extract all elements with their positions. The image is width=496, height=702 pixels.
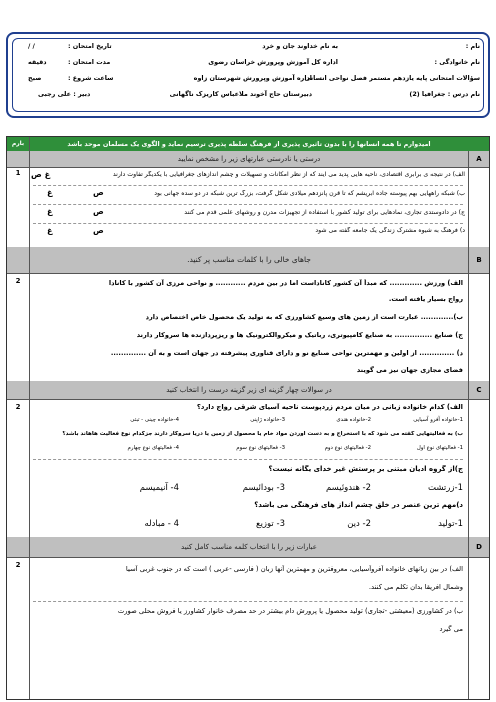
mcq-1-question: الف) کدام خانواده زبانی در میان مردم زردپوست ناحیه آسیای شرقی رواج دارد؟ — [196, 403, 463, 411]
section-a-header — [7, 151, 489, 168]
fill-blank-a-cont: رواج بسیار یافته است. — [388, 295, 463, 303]
section-b-number — [468, 273, 489, 381]
true-option[interactable]: ص — [31, 170, 42, 179]
divider — [33, 223, 463, 224]
fill-blank-d: د) .............. از اولین و مهمترین نواحی صنایع نو و دارای فناوری پیشرفته در جهان است و به آن .............. — [110, 349, 463, 357]
choice-fill-a: الف) در بین زبانهای خانواده آفروآسیایی، معروفترین و مهمترین آنها زبان ( فارسی -عربی ) است که در جنوب غربی آسیا — [125, 565, 463, 573]
tf-item-a: الف) در نتیجه ی برابری اقتصادی، ناحیه هایی پدید می آیند که از نظر امکانات و تسهیلات و چشم اندازهای جغرافیایی با یکدیگر تفاوت دارند — [112, 171, 465, 178]
section-c-body — [7, 399, 489, 538]
section-c-number — [468, 399, 489, 537]
mcq-3-option-4[interactable]: 4- آنیمیسم — [139, 483, 179, 493]
tf-item-b: ب) شبکه راههایی بهم پیوسته جاده ابریشم که تا قرن پانزدهم میلادی شکل گرفت، بزرگ ترین شبکه در دو سده جهانی بود — [154, 190, 465, 197]
choice-fill-a-cont: وشمال افریقا بدان تکلم می کنند. — [368, 583, 463, 591]
divider — [33, 459, 463, 460]
section-c-score-empty — [7, 381, 30, 399]
section-d-header — [7, 537, 489, 558]
fill-blank-a: الف) ورزش ............. که مبدأ آن کشور کاناداست اما در بین مردم ............ و نواحی مرزی آن کشور با کانادا — [108, 279, 463, 287]
section-d-letter: D — [468, 537, 489, 557]
tf-choice-true-d[interactable]: ص — [93, 226, 104, 235]
section-a-score: 1 — [7, 167, 30, 247]
section-b-items — [29, 273, 469, 381]
choice-fill-b: ب) در کشاورزی (معیشتی -تجاری) تولید محصول یا پرورش دام بیشتر در حد مصرف خانوار کشاورز یا فروش محلی صورت — [117, 607, 463, 615]
divider — [33, 204, 463, 205]
mcq-3-question: ج)از گروه ادیان مبتنی بر پرستش غیر خدای یگانه نیست؟ — [268, 465, 463, 473]
tf-choice-false-c[interactable]: غ — [47, 207, 53, 216]
section-b-letter: B — [468, 247, 489, 273]
divider — [33, 601, 463, 602]
choice-fill-b-cont: می گیرد — [439, 625, 463, 633]
teacher-name: دبیر : علی رجبی — [38, 90, 91, 98]
mcq-2-option-3[interactable]: 3- فعالیتهای نوع سوم — [236, 445, 285, 451]
exam-duration-label: مدت امتحان : — [68, 58, 111, 66]
section-c-letter: C — [468, 381, 489, 399]
motto-text: امیدوارم تا همه انسانها را با بدون تاثیری پذیری از فرهنگ سلطه پذیری ترسیم نماید و الگوی یک مسلمان موحد باشد — [67, 140, 431, 148]
mcq-1-option-4[interactable]: 4-خانواده چینی - تبتی — [130, 417, 179, 423]
tf-item-d: د) فرهنگ به شیوه مشترک زندگی یک جامعه گفته می شود — [315, 227, 465, 234]
tf-choice-true-b[interactable]: ص — [93, 188, 104, 197]
divider — [33, 185, 463, 186]
exam-date-value: / / — [28, 42, 35, 50]
mcq-2-question: ب) به فعالیتهایی گفته می شود که با استخراج و به دست آوردن مواد خام یا محصول از زمین یا دریا سروکار دارند جزکدام نوع فعالیت هاهاند باشد؟ — [62, 431, 463, 437]
section-a-score-empty — [7, 151, 30, 167]
exam-subject-line: سؤالات امتحانی پایه یازدهم مستمر فصل نواحی انسانی — [304, 74, 480, 82]
mcq-4-option-1[interactable]: 1-تولید — [438, 519, 463, 529]
tf-choices-a[interactable] — [31, 170, 50, 179]
section-b-score: 2 — [7, 273, 30, 381]
section-d-score-empty — [7, 537, 30, 557]
exam-date-label: تاریخ امتحان : — [68, 42, 112, 50]
section-d-number — [468, 557, 489, 699]
section-b-header — [7, 247, 489, 274]
header-org-city: اداره آموزش وپرورش شهرستان زاوه — [193, 74, 312, 82]
mcq-2-option-1[interactable]: 1- فعالیتهای نوع اول — [416, 445, 463, 451]
fill-blank-d-cont: فضای مجازی جهان نیز می گویند — [356, 366, 463, 374]
section-c-title: در سوالات چهار گزینه ای زیر گزینه درست را انتخاب کنید — [166, 386, 332, 394]
mcq-3-option-2[interactable]: 2- هندوئیسم — [326, 483, 371, 493]
tf-item-c: ج) در دادوستدی تجاری، نمادهایی برای تولید کشور با استفاده از تجهیزات مدرن و روشهای علمی قدم می کنند — [184, 209, 465, 216]
section-b-title: جاهای خالی را با کلمات مناسب پر کنید. — [187, 255, 311, 264]
section-a-number — [468, 167, 489, 247]
exam-page — [6, 32, 490, 698]
student-name-label: نام : — [465, 42, 480, 50]
family-name-label: نام خانوادگی : — [434, 58, 480, 66]
tf-choice-false-b[interactable]: غ — [47, 188, 53, 197]
section-b-body — [7, 273, 489, 382]
section-c-items — [29, 399, 469, 537]
mcq-4-option-2[interactable]: 2- دین — [347, 519, 371, 529]
tf-choice-false-d[interactable]: غ — [47, 226, 53, 235]
section-d-body — [7, 557, 489, 699]
mcq-1-option-1[interactable]: 1-خانواده آفرو آسیایی — [413, 417, 463, 423]
course-name: نام درس : جغرافیا (2) — [409, 90, 480, 98]
section-d-score: 2 — [7, 557, 30, 699]
start-time-label: ساعت شروع : — [68, 74, 114, 82]
motto-banner — [7, 137, 489, 152]
section-d-items — [29, 557, 469, 699]
fill-blank-c: ج) صنایع ............... به صنایع کامپیوتری، رباتیک و میکروالکترونیک ها و ریزپردازنده ها سروکار دارند — [136, 331, 463, 339]
tf-choice-true-c[interactable]: ص — [93, 207, 104, 216]
mcq-4-option-4[interactable]: 4 - مبادله — [144, 519, 179, 529]
start-time-value: صبح — [28, 74, 42, 82]
section-c-score: 2 — [7, 399, 30, 537]
exam-duration-unit: دقیقه — [28, 58, 47, 66]
mcq-2-option-2[interactable]: 2- فعالیتهای نوع دوم — [324, 445, 371, 451]
exam-table — [6, 136, 490, 700]
school-name: دبیرستان حاج آخوند ملاعباس کاریزک ناگهانی — [169, 90, 312, 98]
mcq-3-option-1[interactable]: 1-زرتشت — [428, 483, 463, 493]
mcq-1-option-3[interactable]: 3-خانواده ژاپنی — [250, 417, 285, 423]
mcq-3-option-3[interactable]: 3- بودائیسم — [242, 483, 285, 493]
mcq-1-option-2[interactable]: 2-خانواده هندی — [336, 417, 371, 423]
header-basmala: به نام خداوند جان و خرد — [262, 42, 338, 50]
header-org-province: اداره کل آموزش وپرورش خراسان رضوی — [208, 58, 338, 66]
section-a-body — [7, 167, 489, 248]
exam-header — [6, 32, 490, 118]
section-c-header — [7, 381, 489, 400]
section-a-letter: A — [468, 151, 489, 167]
mcq-4-option-3[interactable]: 3- توزیع — [256, 519, 285, 529]
section-d-title: عبارات زیر را با انتخاب کلمه مناسب کامل کنید — [181, 543, 317, 551]
section-a-title: درستی یا نادرستی عبارتهای زیر را مشخص نمایید — [177, 155, 321, 163]
section-a-items — [29, 167, 469, 247]
mcq-2-option-4[interactable]: 4- فعالیتهای نوع چهارم — [127, 445, 179, 451]
section-b-score-empty — [7, 247, 30, 273]
fill-blank-b: ب)............. عبارت است از زمین های وسیع کشاورزی که به تولید یک محصول خاص اختصاص دارد — [145, 313, 463, 321]
false-option[interactable]: غ — [44, 170, 51, 179]
mcq-4-question: د)مهم ترین عنصر در خلق چشم انداز های فرهنگی می باشد؟ — [254, 501, 463, 509]
score-column-header: بارم — [7, 137, 30, 151]
